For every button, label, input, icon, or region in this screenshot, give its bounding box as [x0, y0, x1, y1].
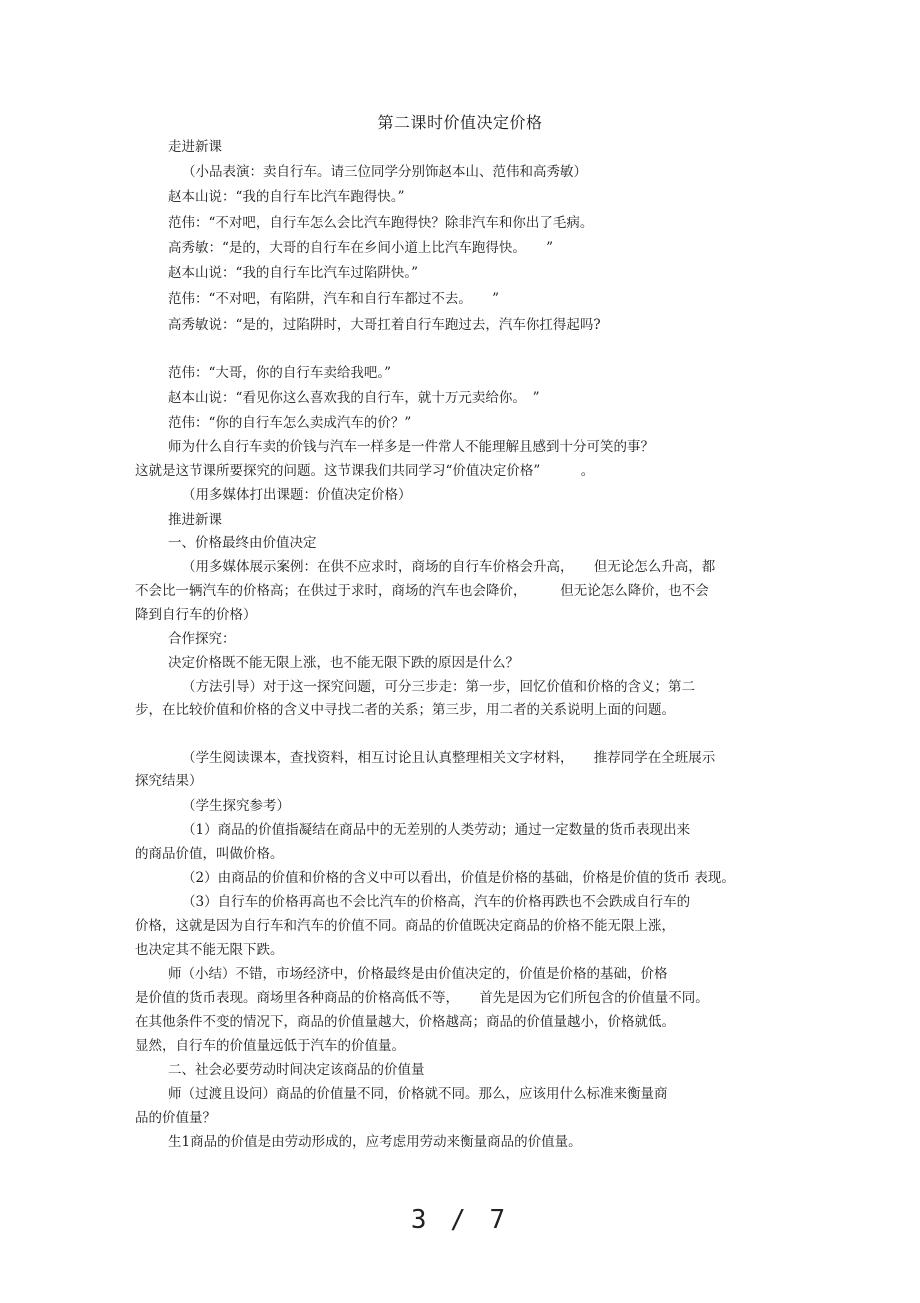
text-line: （方法引导）对于这一探究问题，可分三步走：第一步，回忆价值和价格的含义；第二 [182, 679, 695, 695]
text-line: 显然，自行车的价值量远低于汽车的价值量。 [135, 1038, 405, 1054]
text-line: （学生探究参考） [182, 798, 290, 814]
text-line: 品的价值量？ [135, 1110, 216, 1126]
text-line: 探究结果） [135, 773, 203, 789]
text-line: （1）商品的价值指凝结在商品中的无差别的人类劳动；通过一定数量的货币表现出来 [182, 822, 691, 838]
text-line: 师为什么自行车卖的价钱与汽车一样多是一件常人不能理解且感到十分可笑的事？ [168, 439, 654, 455]
text-line: 范伟：“不对吧，自行车怎么会比汽车跑得快？除非汽车和你出了毛病。 [168, 215, 594, 231]
text-line: （学生阅读课本，查找资料，相互讨论且认真整理相关文字材料， 推荐同学在全班展示 [182, 750, 716, 766]
text-line: 二、社会必要劳动时间决定该商品的价值量 [168, 1062, 425, 1078]
text-line: 师（过渡且设问）商品的价值量不同，价格就不同。那么，应该用什么标准来衡量商 [168, 1086, 668, 1102]
text-line: 不会比一辆汽车的价格高；在供过于求时，商场的汽车也会降价， 但无论怎么降价，也不会 [135, 583, 709, 599]
page-number: 3 / 7 [410, 1205, 510, 1235]
text-line: 一、价格最终由价值决定 [168, 535, 317, 551]
text-line: 范伟：“不对吧，有陷阱，汽车和自行车都过不去。 ” [168, 291, 500, 307]
text-line: 在其他条件不变的情况下，商品的价值量越大，价格越高；商品的价值量越小，价格就低。 [135, 1014, 675, 1030]
text-line: （用多媒体展示案例：在供不应求时，商场的自行车价格会升高， 但无论怎么升高，都 [182, 559, 716, 575]
text-line: 生1商品的价值是由劳动形成的，应考虑用劳动来衡量商品的价值量。 [168, 1134, 582, 1150]
text-line: 赵本山说：“看见你这么喜欢我的自行车，就十万元卖给你。 ” [168, 390, 540, 406]
text-line: （用多媒体打出课题：价值决定价格） [182, 487, 412, 503]
text-line: 推进新课 [168, 512, 222, 528]
text-line: 合作探究： [168, 631, 236, 647]
text-line: 价格，这就是因为自行车和汽车的价值不同。商品的价值既决定商品的价格不能无限上涨， [135, 918, 675, 934]
text-line: （3）自行车的价格再高也不会比汽车的价格高，汽车的价格再跌也不会跌成自行车的 [182, 894, 691, 910]
text-line: 赵本山说：“我的自行车比汽车跑得快。” [168, 189, 405, 205]
text-line: 高秀敏说：“是的，过陷阱时，大哥扛着自行车跑过去，汽车你扛得起吗? [168, 317, 601, 333]
text-line: 降到自行车的价格） [135, 607, 257, 623]
text-line: （2）由商品的价值和价格的含义中可以看出，价值是价格的基础，价格是价值的货币 表现。 [182, 870, 735, 886]
text-line: 是价值的货币表现。商场里各种商品的价格高低不等， 首先是因为它们所包含的价值量不同。 [135, 990, 709, 1006]
text-line: 也决定其不能无限下跌。 [135, 942, 284, 958]
text-line: 的商品价值，叫做价格。 [135, 846, 284, 862]
text-line: 步，在比较价值和价格的含义中寻找二者的关系；第三步，用二者的关系说明上面的问题。 [135, 702, 675, 718]
text-line: 范伟：“你的自行车怎么卖成汽车的价？” [168, 415, 412, 431]
text-line: 师（小结）不错，市场经济中，价格最终是由价值决定的，价值是价格的基础，价格 [168, 966, 668, 982]
text-line: 范伟：“大哥，你的自行车卖给我吧。” [168, 365, 392, 381]
text-line: 高秀敏：“是的，大哥的自行车在乡间小道上比汽车跑得快。 ” [168, 240, 554, 256]
text-line: （小品表演：卖自行车。请三位同学分别饰赵本山、范伟和高秀敏） [182, 164, 587, 180]
page-title: 第二课时价值决定价格 [377, 113, 543, 132]
text-line: 决定价格既不能无限上涨，也不能无限下跌的原因是什么？ [168, 655, 519, 671]
text-line: 走进新课 [168, 139, 222, 155]
text-line: 这就是这节课所要探究的问题。这节课我们共同学习“价值决定价格” 。 [135, 463, 595, 479]
text-line: 赵本山说：“我的自行车比汽车过陷阱快。” [168, 265, 419, 281]
